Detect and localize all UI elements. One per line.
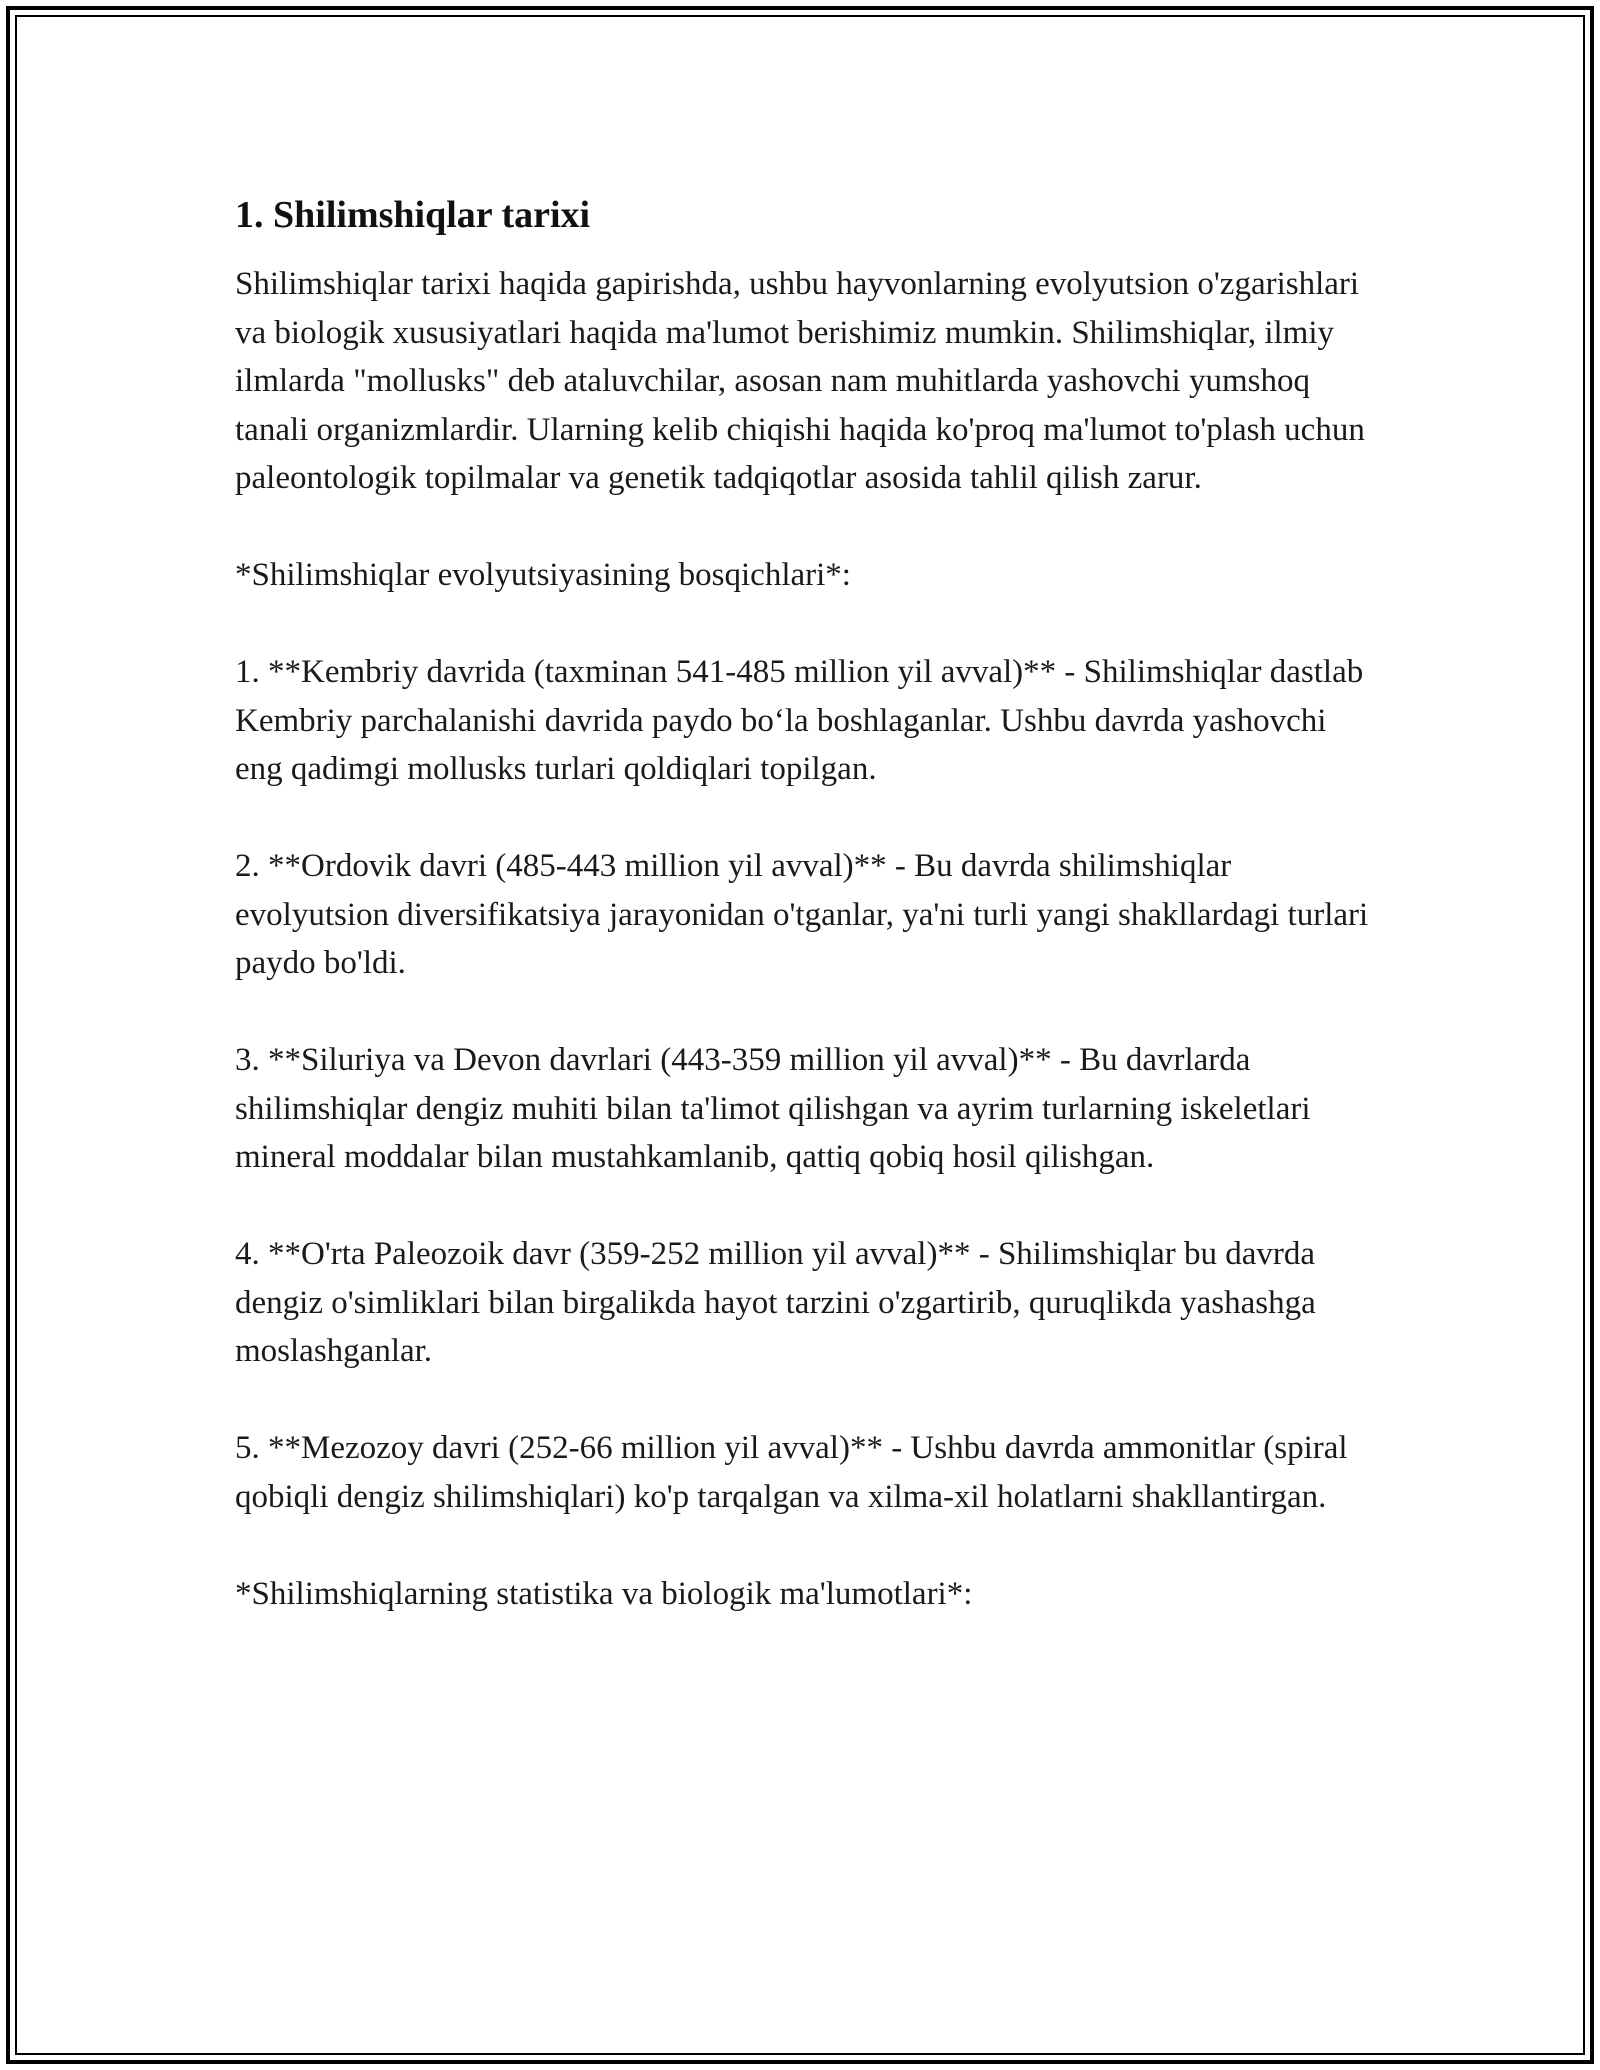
section-heading: 1. Shilimshiqlar tarixi [235,194,591,236]
intro-paragraph: Shilimshiqlar tarixi haqida gapirishda, ushbu hayvonlarning evolyutsion o'zgarishlari va biologik xususiyatlari haqida ma'lumot berishimiz mumkin. Shilimshiqlar, ilmiy ilmlarda "mollusks" deb ataluvchilar, asosan nam muhitlarda yashovchi yumshoq tanali organizmlardir. Ularning kelib chiqishi haqida ko'proq ma'lumot to'plash uchun paleontologik topilmalar va genetik tadqiqotlar asosida tahlil qilish zarur. [235,266,1365,496]
document-body [235,190,1375,1667]
statistics-subheading: *Shilimshiqlarning statistika va biologik ma'lumotlari*: [235,1575,973,1612]
evolution-stages-subheading: *Shilimshiqlar evolyutsiyasining bosqichlari*: [235,557,851,593]
stage-item-cambrian: 1. **Kembriy davrida (taxminan 541-485 million yil avval)** - Shilimshiqlar dastlab Kembriy parchalanishi davrida paydo boʻla boshlaganlar. Ushbu davrda yashovchi eng qadimgi mollusks turlari qoldiqlari topilgan. [235,654,1364,787]
stage-item-silurian-devonian: 3. **Siluriya va Devon davrlari (443-359 million yil avval)** - Bu davrlarda shilimshiqlar dengiz muhiti bilan ta'limot qilishgan va ayrim turlarning iskeletlari mineral moddalar bilan mustahkamlanib, qattiq qobiq hosil qilishgan. [235,1042,1311,1175]
stage-item-middle-paleozoic: 4. **O'rta Paleozoik davr (359-252 million yil avval)** - Shilimshiqlar bu davrda dengiz o'simliklari bilan birgalikda hayot tarzini o'zgartirib, quruqlikda yashashga moslashganlar. [235,1236,1316,1369]
stage-item-ordovician: 2. **Ordovik davri (485-443 million yil avval)** - Bu davrda shilimshiqlar evolyutsion diversifikatsiya jarayonidan o'tganlar, ya'ni turli yangi shakllardagi turlari paydo bo'ldi. [235,848,1369,981]
stage-item-mesozoic: 5. **Mezozoy davri (252-66 million yil avval)** - Ushbu davrda ammonitlar (spiral qobiqli dengiz shilimshiqlari) ko'p tarqalgan va xilma-xil holatlarni shakllantirgan. [235,1430,1348,1515]
